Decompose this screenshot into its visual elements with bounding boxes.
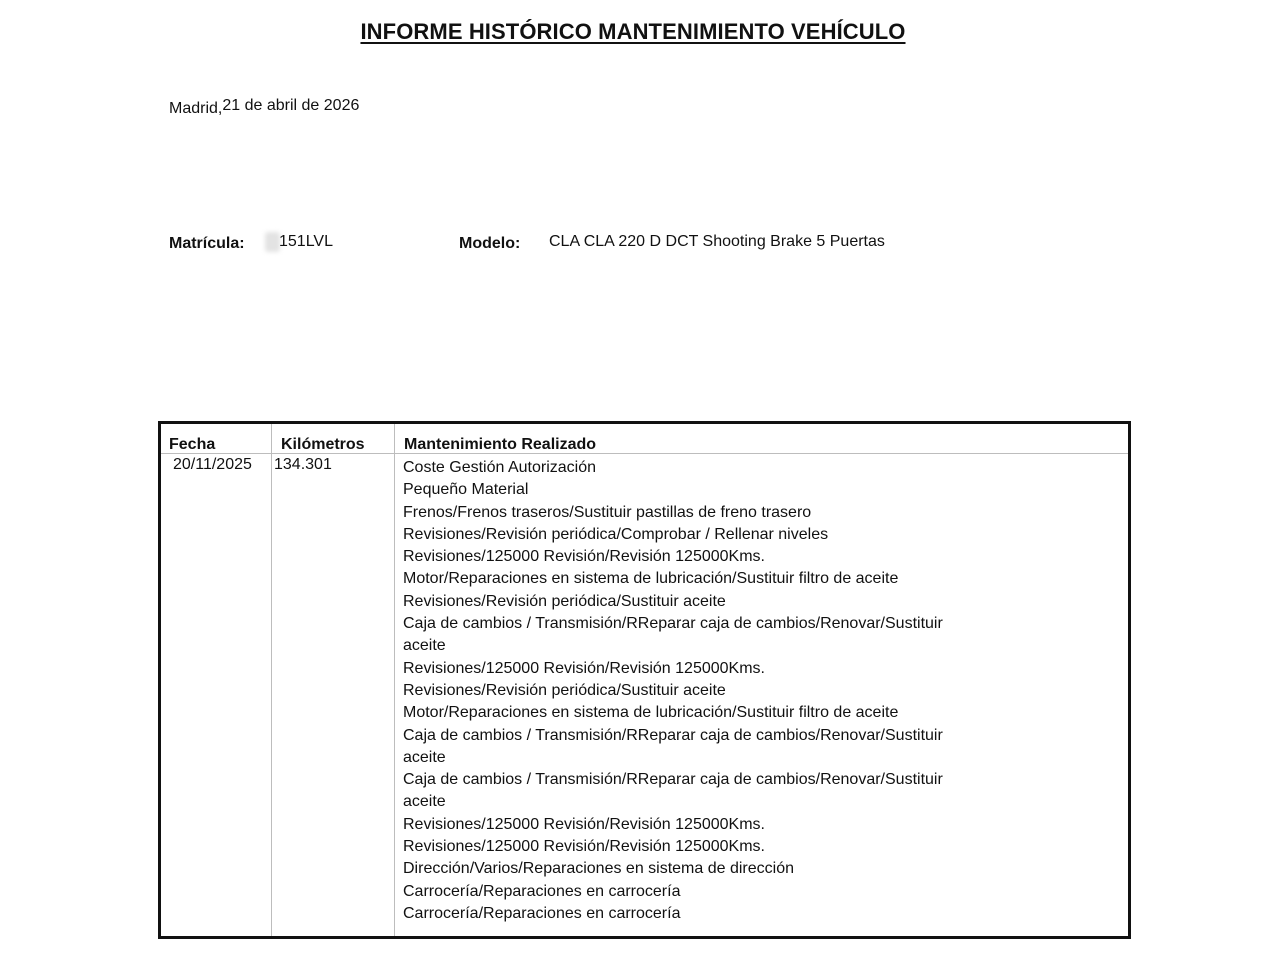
column-divider	[271, 424, 272, 936]
column-divider	[394, 424, 395, 936]
plate-label: Matrícula:	[169, 235, 245, 252]
maintenance-item: Revisiones/Revisión periódica/Sustituir aceite	[403, 681, 726, 699]
maintenance-item: Carrocería/Reparaciones en carrocería	[403, 904, 681, 922]
maintenance-item: Revisiones/Revisión periódica/Comprobar / Rellenar niveles	[403, 525, 829, 543]
maintenance-item: Revisiones/125000 Revisión/Revisión 125000Kms.	[403, 659, 765, 677]
maintenance-item: Coste Gestión Autorización	[403, 459, 596, 476]
model-label: Modelo:	[459, 235, 521, 252]
maintenance-item: Frenos/Frenos traseros/Sustituir pastillas de freno trasero	[403, 503, 812, 521]
maintenance-item: Caja de cambios / Transmisión/RReparar caja de cambios/Renovar/Sustituir aceite	[403, 615, 943, 655]
report-title	[0, 19, 1266, 45]
maintenance-item: Motor/Reparaciones en sistema de lubricación/Sustituir filtro de aceite	[403, 704, 899, 722]
entry-date: 20/11/2025	[173, 456, 252, 473]
maintenance-item: Caja de cambios / Transmisión/RReparar caja de cambios/Renovar/Sustituir aceite	[403, 771, 943, 811]
place-date	[169, 97, 359, 115]
maintenance-items-list	[403, 457, 983, 925]
maintenance-table	[158, 421, 1131, 939]
redacted-plate-digits	[265, 232, 280, 252]
maintenance-item: Carrocería/Reparaciones en carrocería	[403, 882, 681, 900]
maintenance-item: Revisiones/125000 Revisión/Revisión 125000Kms.	[403, 838, 765, 856]
model-value: CLA CLA 220 D DCT Shooting Brake 5 Puertas	[549, 233, 885, 250]
maintenance-item: Revisiones/125000 Revisión/Revisión 125000Kms.	[403, 548, 765, 566]
maintenance-item: Revisiones/125000 Revisión/Revisión 125000Kms.	[403, 815, 765, 833]
maintenance-item: Caja de cambios / Transmisión/RReparar caja de cambios/Renovar/Sustituir aceite	[403, 726, 943, 766]
maintenance-item: Revisiones/Revisión periódica/Sustituir aceite	[403, 592, 726, 610]
column-header-km: Kilómetros	[281, 436, 365, 453]
maintenance-item: Dirección/Varios/Reparaciones en sistema de dirección	[403, 860, 794, 878]
plate-value: 151LVL	[279, 233, 333, 250]
city: Madrid,	[169, 100, 223, 117]
column-header-maintenance: Mantenimiento Realizado	[404, 436, 597, 453]
maintenance-item: Pequeño Material	[403, 481, 529, 499]
column-header-date: Fecha	[169, 436, 216, 453]
report-title-text: INFORME HISTÓRICO MANTENIMIENTO VEHÍCULO	[360, 19, 906, 44]
maintenance-item: Motor/Reparaciones en sistema de lubricación/Sustituir filtro de aceite	[403, 570, 899, 588]
report-date: 21 de abril de 2026	[222, 97, 360, 114]
entry-km: 134.301	[274, 456, 332, 473]
